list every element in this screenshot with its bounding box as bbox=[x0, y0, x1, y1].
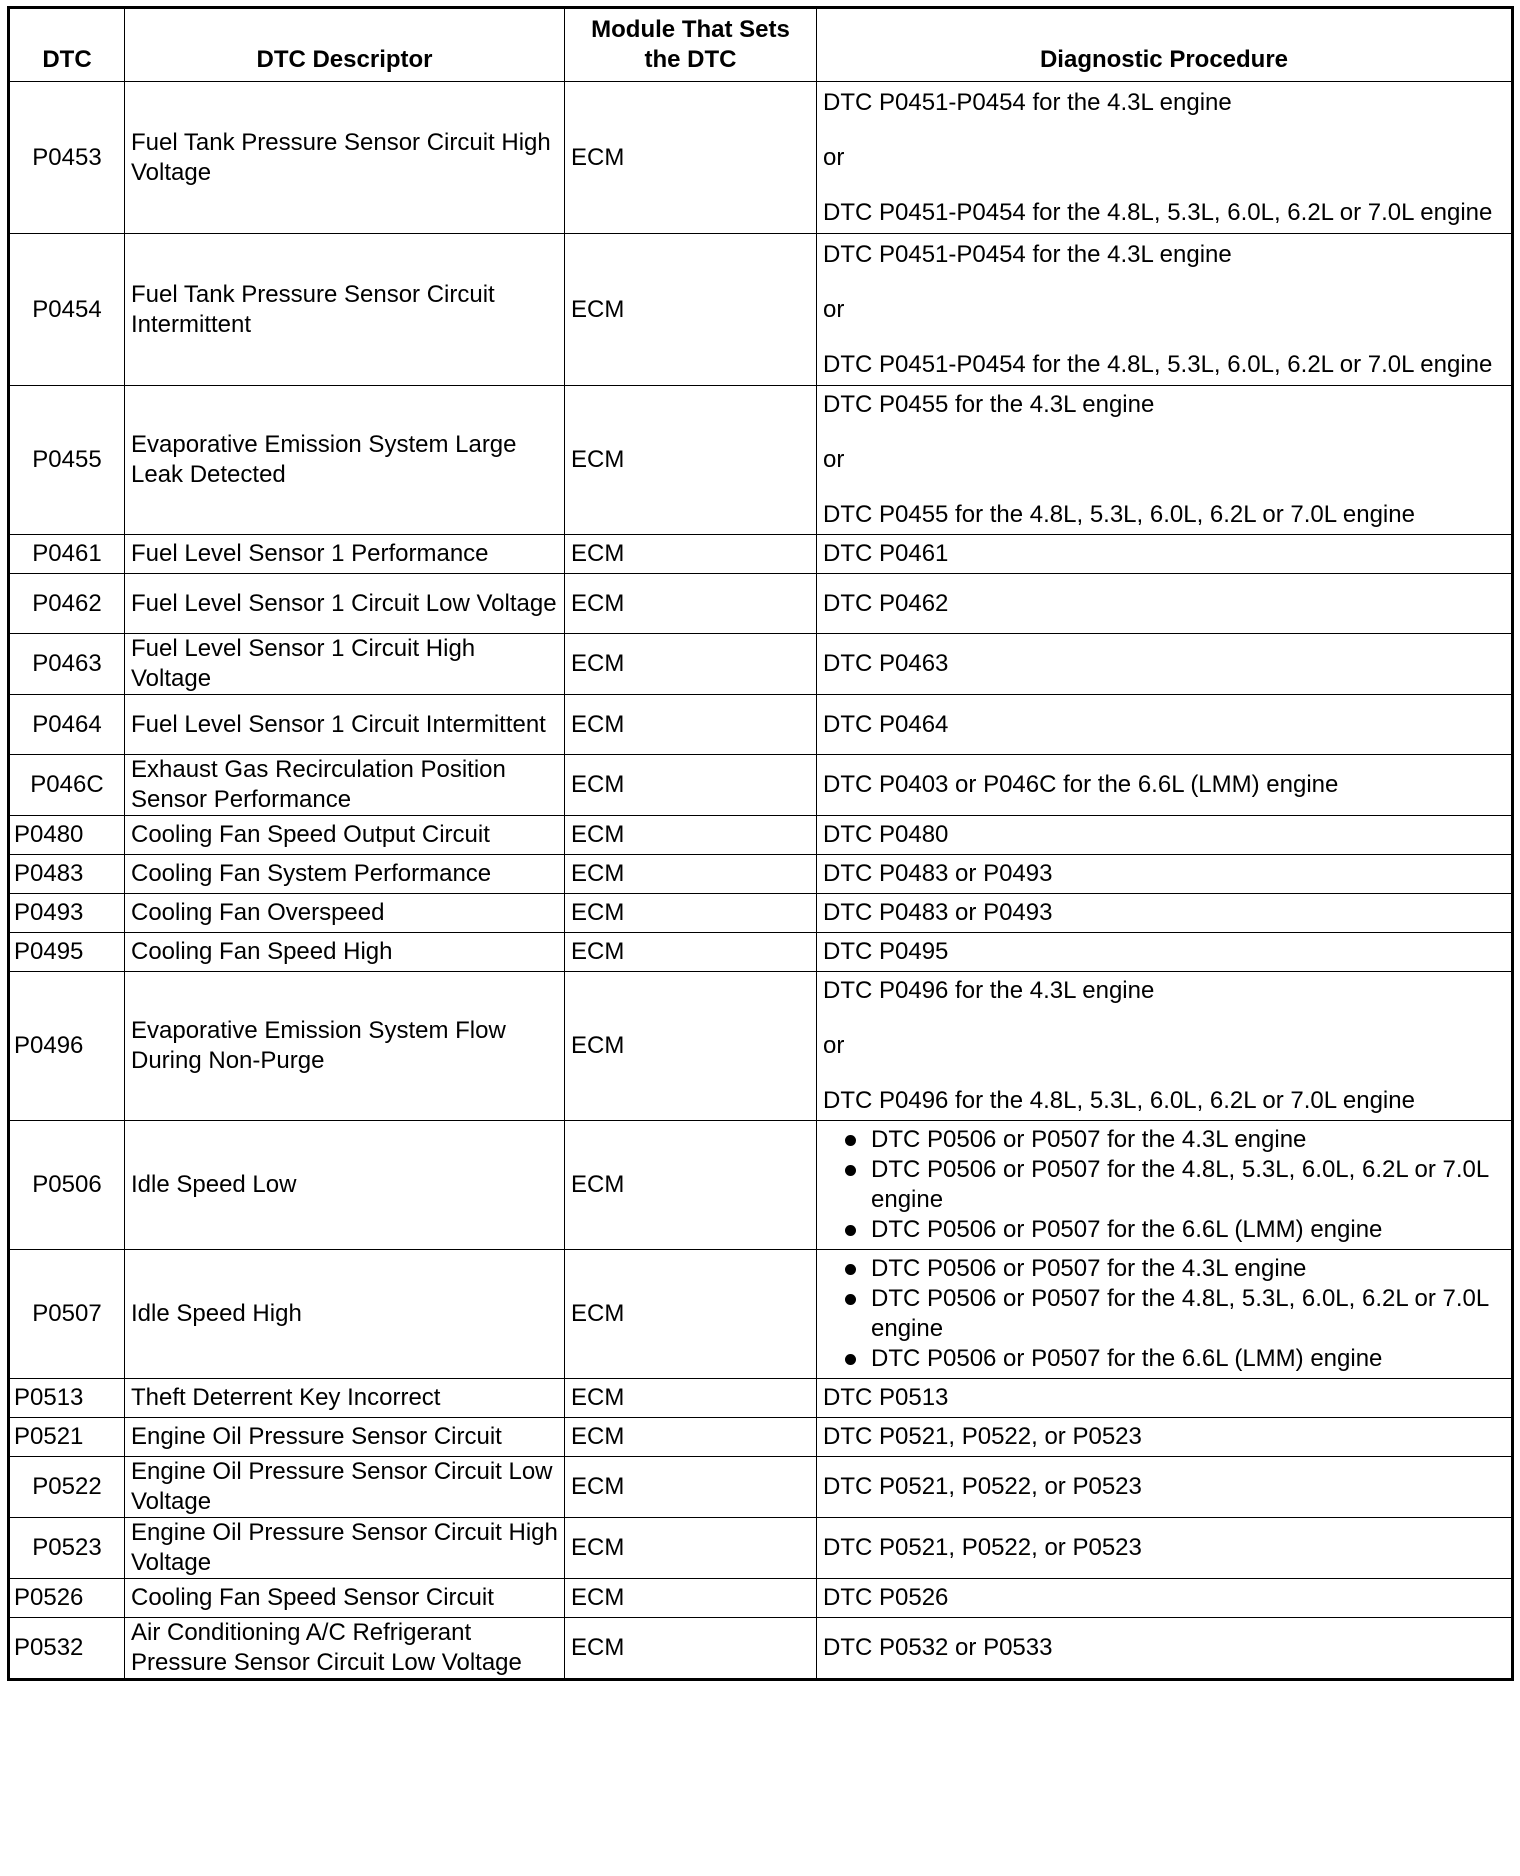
dtc-code-cell: P0493 bbox=[9, 894, 125, 933]
module-cell: ECM bbox=[565, 855, 817, 894]
dtc-descriptor-cell: Fuel Level Sensor 1 Circuit Intermittent bbox=[125, 695, 565, 755]
dtc-descriptor-cell: Exhaust Gas Recirculation Position Sensor Performance bbox=[125, 755, 565, 816]
table-row bbox=[9, 1579, 1513, 1618]
diagnostic-procedure-link[interactable]: DTC P0463 bbox=[817, 634, 1513, 695]
table-row bbox=[9, 386, 1513, 535]
dtc-descriptor-cell: Cooling Fan System Performance bbox=[125, 855, 565, 894]
module-cell: ECM bbox=[565, 1379, 817, 1418]
dtc-code-cell: P0461 bbox=[9, 535, 125, 574]
table-row bbox=[9, 755, 1513, 816]
module-cell: ECM bbox=[565, 816, 817, 855]
dtc-descriptor-cell: Fuel Level Sensor 1 Circuit High Voltage bbox=[125, 634, 565, 695]
table-row bbox=[9, 1457, 1513, 1518]
dtc-descriptor-cell: Idle Speed High bbox=[125, 1250, 565, 1379]
dtc-code-cell: P0454 bbox=[9, 234, 125, 386]
dtc-descriptor-cell: Idle Speed Low bbox=[125, 1121, 565, 1250]
module-cell: ECM bbox=[565, 1457, 817, 1518]
module-cell: ECM bbox=[565, 1579, 817, 1618]
table-row bbox=[9, 574, 1513, 634]
diagnostic-procedure-link[interactable]: DTC P0483 or P0493 bbox=[817, 894, 1513, 933]
procedure-or-separator: or bbox=[823, 446, 845, 473]
procedure-link[interactable]: DTC P0451-P0454 for the 4.3L engine bbox=[823, 88, 1232, 116]
procedure-alternatives bbox=[823, 390, 1505, 530]
procedure-bullet-list bbox=[823, 1125, 1505, 1245]
diagnostic-procedure-cell bbox=[817, 82, 1513, 234]
dtc-descriptor-cell: Cooling Fan Speed High bbox=[125, 933, 565, 972]
table-row bbox=[9, 1518, 1513, 1579]
dtc-descriptor-cell: Evaporative Emission System Flow During Non-Purge bbox=[125, 972, 565, 1121]
module-cell: ECM bbox=[565, 1121, 817, 1250]
dtc-table bbox=[7, 6, 1514, 1681]
table-row bbox=[9, 894, 1513, 933]
module-cell: ECM bbox=[565, 386, 817, 535]
table-header bbox=[9, 8, 1513, 82]
diagnostic-procedure-link[interactable]: DTC P0532 or P0533 bbox=[817, 1618, 1513, 1680]
table-row bbox=[9, 1121, 1513, 1250]
procedure-alternatives bbox=[823, 240, 1505, 380]
module-cell: ECM bbox=[565, 755, 817, 816]
diagnostic-procedure-cell bbox=[817, 234, 1513, 386]
diagnostic-procedure-link[interactable]: DTC P0461 bbox=[817, 535, 1513, 574]
table-row bbox=[9, 535, 1513, 574]
diagnostic-procedure-cell bbox=[817, 972, 1513, 1121]
dtc-code-cell: P0480 bbox=[9, 816, 125, 855]
dtc-code-cell: P0464 bbox=[9, 695, 125, 755]
procedure-link[interactable]: DTC P0451-P0454 for the 4.8L, 5.3L, 6.0L, 6.2L or 7.0L engine bbox=[823, 350, 1493, 378]
module-cell: ECM bbox=[565, 82, 817, 234]
procedure-link[interactable]: DTC P0451-P0454 for the 4.3L engine bbox=[823, 240, 1232, 268]
dtc-code-cell: P0526 bbox=[9, 1579, 125, 1618]
table-row bbox=[9, 634, 1513, 695]
table-row bbox=[9, 855, 1513, 894]
dtc-table-container bbox=[7, 6, 1511, 1681]
header-descriptor: DTC Descriptor bbox=[125, 8, 565, 82]
diagnostic-procedure-cell bbox=[817, 1121, 1513, 1250]
procedure-alternatives bbox=[823, 976, 1505, 1116]
diagnostic-procedure-link[interactable]: DTC P0483 or P0493 bbox=[817, 855, 1513, 894]
procedure-alternatives bbox=[823, 88, 1505, 228]
header-row bbox=[9, 8, 1513, 82]
dtc-code-cell: P0532 bbox=[9, 1618, 125, 1680]
procedure-bullet-list bbox=[823, 1254, 1505, 1374]
header-module: Module That Sets the DTC bbox=[565, 8, 817, 82]
procedure-bullet-item[interactable]: DTC P0506 or P0507 for the 6.6L (LMM) engine bbox=[823, 1344, 1505, 1374]
table-row bbox=[9, 1379, 1513, 1418]
procedure-link[interactable]: DTC P0455 for the 4.8L, 5.3L, 6.0L, 6.2L or 7.0L engine bbox=[823, 501, 1415, 528]
table-row bbox=[9, 933, 1513, 972]
diagnostic-procedure-link[interactable]: DTC P0464 bbox=[817, 695, 1513, 755]
dtc-descriptor-cell: Cooling Fan Overspeed bbox=[125, 894, 565, 933]
diagnostic-procedure-cell bbox=[817, 386, 1513, 535]
diagnostic-procedure-link[interactable]: DTC P0480 bbox=[817, 816, 1513, 855]
module-cell: ECM bbox=[565, 972, 817, 1121]
dtc-descriptor-cell: Cooling Fan Speed Output Circuit bbox=[125, 816, 565, 855]
table-row bbox=[9, 234, 1513, 386]
diagnostic-procedure-link[interactable]: DTC P0513 bbox=[817, 1379, 1513, 1418]
dtc-descriptor-cell: Engine Oil Pressure Sensor Circuit Low Voltage bbox=[125, 1457, 565, 1518]
dtc-code-cell: P0462 bbox=[9, 574, 125, 634]
dtc-code-cell: P0455 bbox=[9, 386, 125, 535]
dtc-code-cell: P0506 bbox=[9, 1121, 125, 1250]
procedure-link[interactable]: DTC P0451-P0454 for the 4.8L, 5.3L, 6.0L, 6.2L or 7.0L engine bbox=[823, 198, 1493, 226]
diagnostic-procedure-link[interactable]: DTC P0403 or P046C for the 6.6L (LMM) engine bbox=[817, 755, 1513, 816]
module-cell: ECM bbox=[565, 1418, 817, 1457]
module-cell: ECM bbox=[565, 535, 817, 574]
dtc-descriptor-cell: Evaporative Emission System Large Leak Detected bbox=[125, 386, 565, 535]
dtc-code-cell: P0495 bbox=[9, 933, 125, 972]
module-cell: ECM bbox=[565, 1250, 817, 1379]
module-cell: ECM bbox=[565, 574, 817, 634]
dtc-descriptor-cell: Theft Deterrent Key Incorrect bbox=[125, 1379, 565, 1418]
table-row bbox=[9, 816, 1513, 855]
procedure-or-separator: or bbox=[823, 1032, 845, 1059]
module-cell: ECM bbox=[565, 1618, 817, 1680]
procedure-bullet-item[interactable]: DTC P0506 or P0507 for the 4.3L engine bbox=[823, 1254, 1505, 1284]
dtc-code-cell: P0513 bbox=[9, 1379, 125, 1418]
diagnostic-procedure-link[interactable]: DTC P0526 bbox=[817, 1579, 1513, 1618]
module-cell: ECM bbox=[565, 1518, 817, 1579]
dtc-code-cell: P0453 bbox=[9, 82, 125, 234]
procedure-link[interactable]: DTC P0496 for the 4.8L, 5.3L, 6.0L, 6.2L or 7.0L engine bbox=[823, 1087, 1415, 1114]
dtc-code-cell: P0463 bbox=[9, 634, 125, 695]
procedure-or-separator: or bbox=[823, 143, 845, 171]
module-cell: ECM bbox=[565, 634, 817, 695]
header-procedure: Diagnostic Procedure bbox=[817, 8, 1513, 82]
module-cell: ECM bbox=[565, 894, 817, 933]
dtc-code-cell: P0521 bbox=[9, 1418, 125, 1457]
table-row bbox=[9, 1418, 1513, 1457]
dtc-descriptor-cell: Fuel Level Sensor 1 Circuit Low Voltage bbox=[125, 574, 565, 634]
diagnostic-procedure-link[interactable]: DTC P0521, P0522, or P0523 bbox=[817, 1457, 1513, 1518]
diagnostic-procedure-link[interactable]: DTC P0495 bbox=[817, 933, 1513, 972]
table-row bbox=[9, 695, 1513, 755]
dtc-descriptor-cell: Air Conditioning A/C Refrigerant Pressure Sensor Circuit Low Voltage bbox=[125, 1618, 565, 1680]
table-row bbox=[9, 82, 1513, 234]
procedure-link[interactable]: DTC P0455 for the 4.3L engine bbox=[823, 391, 1155, 418]
table-row bbox=[9, 1250, 1513, 1379]
table-body bbox=[9, 82, 1513, 1680]
dtc-descriptor-cell: Engine Oil Pressure Sensor Circuit High Voltage bbox=[125, 1518, 565, 1579]
dtc-code-cell: P0507 bbox=[9, 1250, 125, 1379]
module-cell: ECM bbox=[565, 695, 817, 755]
table-row bbox=[9, 972, 1513, 1121]
diagnostic-procedure-link[interactable]: DTC P0462 bbox=[817, 574, 1513, 634]
header-dtc: DTC bbox=[9, 8, 125, 82]
dtc-descriptor-cell: Cooling Fan Speed Sensor Circuit bbox=[125, 1579, 565, 1618]
module-cell: ECM bbox=[565, 234, 817, 386]
table-row bbox=[9, 1618, 1513, 1680]
dtc-code-cell: P046C bbox=[9, 755, 125, 816]
dtc-code-cell: P0522 bbox=[9, 1457, 125, 1518]
procedure-or-separator: or bbox=[823, 295, 845, 323]
diagnostic-procedure-link[interactable]: DTC P0521, P0522, or P0523 bbox=[817, 1418, 1513, 1457]
procedure-bullet-item[interactable]: DTC P0506 or P0507 for the 4.8L, 5.3L, 6.0L, 6.2L or 7.0L engine bbox=[823, 1284, 1505, 1344]
dtc-code-cell: P0496 bbox=[9, 972, 125, 1121]
diagnostic-procedure-link[interactable]: DTC P0521, P0522, or P0523 bbox=[817, 1518, 1513, 1579]
dtc-descriptor-cell: Fuel Level Sensor 1 Performance bbox=[125, 535, 565, 574]
diagnostic-procedure-cell bbox=[817, 1250, 1513, 1379]
procedure-link[interactable]: DTC P0496 for the 4.3L engine bbox=[823, 977, 1155, 1004]
procedure-bullet-item[interactable]: DTC P0506 or P0507 for the 6.6L (LMM) engine bbox=[823, 1215, 1505, 1245]
module-cell: ECM bbox=[565, 933, 817, 972]
procedure-bullet-item[interactable]: DTC P0506 or P0507 for the 4.3L engine bbox=[823, 1125, 1505, 1155]
procedure-bullet-item[interactable]: DTC P0506 or P0507 for the 4.8L, 5.3L, 6.0L, 6.2L or 7.0L engine bbox=[823, 1155, 1505, 1215]
dtc-descriptor-cell: Fuel Tank Pressure Sensor Circuit High Voltage bbox=[125, 82, 565, 234]
dtc-descriptor-cell: Engine Oil Pressure Sensor Circuit bbox=[125, 1418, 565, 1457]
dtc-descriptor-cell: Fuel Tank Pressure Sensor Circuit Intermittent bbox=[125, 234, 565, 386]
dtc-code-cell: P0483 bbox=[9, 855, 125, 894]
dtc-code-cell: P0523 bbox=[9, 1518, 125, 1579]
